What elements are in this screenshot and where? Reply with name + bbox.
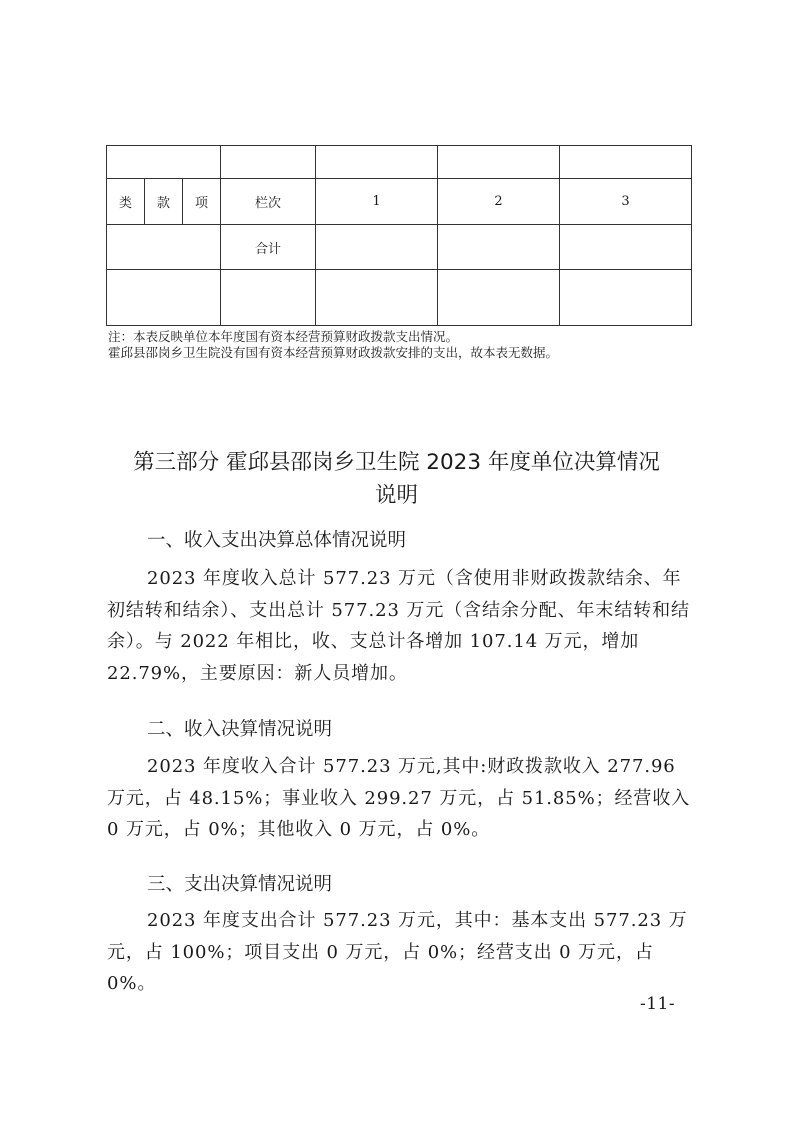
part-title-line2: 说明 [374, 483, 418, 508]
table-cell [316, 225, 438, 270]
header-cell-kuan: 款 [145, 179, 183, 225]
header-cell-col2: 2 [438, 179, 560, 225]
table-cell [438, 270, 560, 326]
table-cell [107, 146, 221, 179]
header-cell-col3: 3 [560, 179, 692, 225]
table-cell [107, 270, 221, 326]
header-cell-lei: 类 [107, 179, 145, 225]
section-1-body: 2023 年度收入总计 577.23 万元（含使用非财政拨款结余、年初结转和结余）、支出总计 577.23 万元（含结余分配、年末结转和结余）。与 2022 年相比，收、支总计各增加 107.14 万元，增加 22.79%，主要原因：新人员增加。 [107, 568, 690, 684]
budget-table [106, 145, 692, 326]
header-cell-col1: 1 [316, 179, 438, 225]
section-2-heading: 二、收入决算情况说明 [147, 719, 333, 740]
part-title-line1: 第三部分 霍邱县邵岗乡卫生院 2023 年度单位决算情况 [133, 450, 660, 475]
section-3-heading: 三、支出决算情况说明 [147, 874, 333, 895]
table-total-row [107, 225, 692, 270]
section-3-body: 2023 年度支出合计 577.23 万元，其中：基本支出 577.23 万元，占 100%；项目支出 0 万元，占 0%；经营支出 0 万元，占 0%。 [107, 910, 688, 994]
table-cell [438, 146, 560, 179]
table-cell [221, 270, 316, 326]
section-2-body: 2023 年度收入合计 577.23 万元,其中:财政拨款收入 277.96 万元，占 48.15%；事业收入 299.27 万元，占 51.85%；经营收入 0 万元，占 0%；其他收入 0 万元，占 0%。 [107, 756, 691, 840]
table-note-1: 注：本表反映单位本年度国有资本经营预算财政拨款支出情况。 [108, 329, 459, 344]
table-cell [221, 146, 316, 179]
table-note-2: 霍邱县邵岗乡卫生院没有国有资本经营预算财政拨款安排的支出，故本表无数据。 [108, 345, 559, 360]
table-row-blank-top [107, 146, 692, 179]
table-row-blank-bottom [107, 270, 692, 326]
table-cell [560, 225, 692, 270]
table-cell [107, 225, 221, 270]
page-number: -11- [640, 994, 676, 1014]
table-header-row [107, 179, 692, 225]
table-cell [316, 270, 438, 326]
table-cell [316, 146, 438, 179]
section-1-heading: 一、收入支出决算总体情况说明 [147, 530, 407, 551]
header-cell-xiang: 项 [183, 179, 221, 225]
header-cell-lanci: 栏次 [221, 179, 316, 225]
table-cell [560, 146, 692, 179]
total-label-cell: 合计 [221, 225, 316, 270]
table-cell [438, 225, 560, 270]
table-cell [560, 270, 692, 326]
